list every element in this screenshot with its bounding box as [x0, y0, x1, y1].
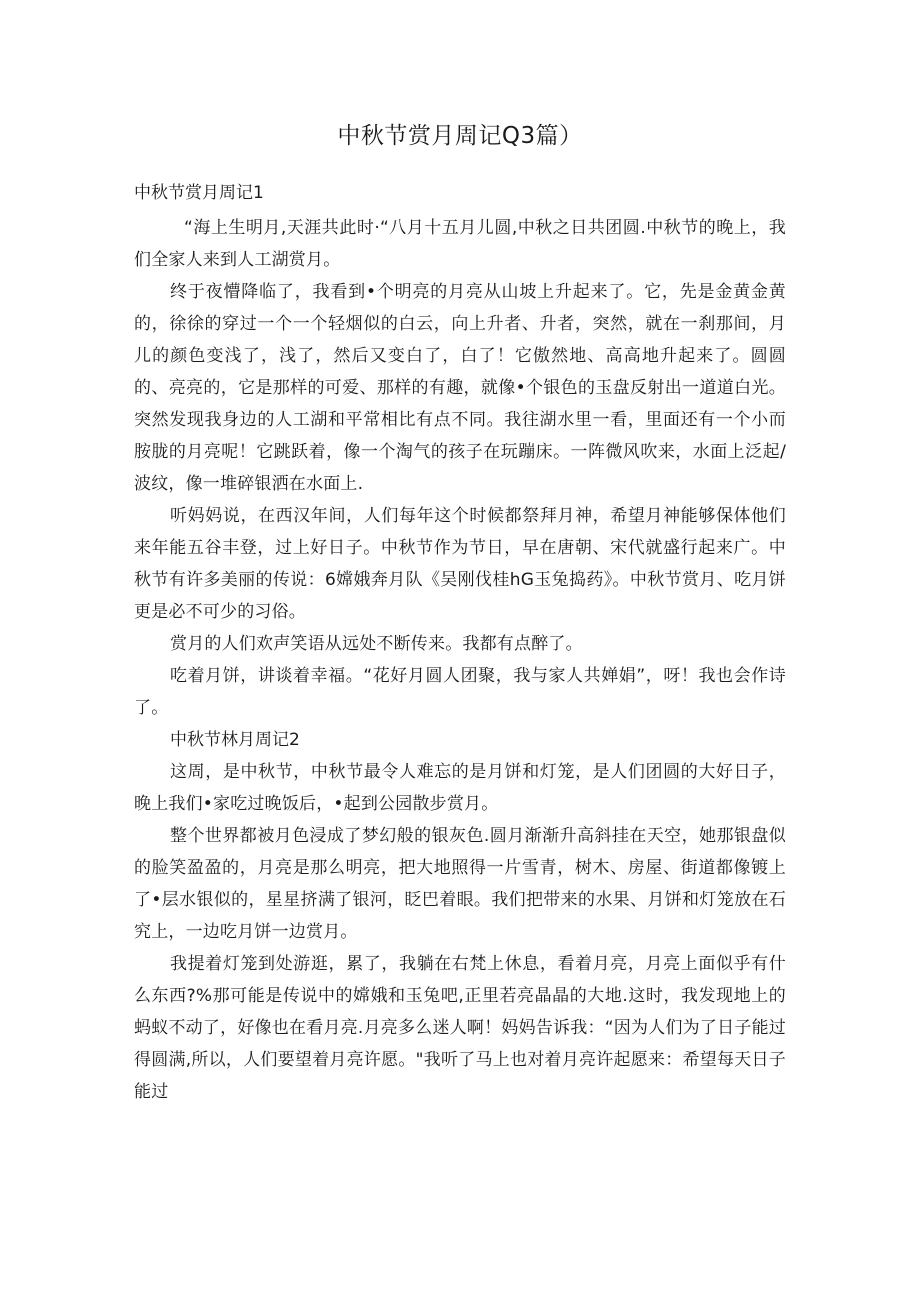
- paragraph-1: “海上生明月,天涯共此时·“八月十五月儿圆,中秋之日共团圆.中秋节的晚上，我们全家人来到人工湖赏月。: [134, 218, 786, 270]
- paragraph-8: 我提着灯笼到处游逛，累了，我躺在右梵上休息，看着月亮，月亮上面似乎有什么东西?%那可能是传说中的嫦娥和玉兔吧,正里若亮晶晶的大地.这时，我发现地上的蚂蚁不动了，好像也在看月亮.月亮多么迷人啊！妈妈告诉我：“因为人们为了日子能过得圆满,所以，人们要望着月亮许愿。"我听了马上也对着月亮许起愿来：希望每天日子能过: [134, 954, 786, 1102]
- paragraph-2: 终于夜懵降临了，我看到•个明亮的月亮从山坡上升起来了。它，先是金黄金黄的，徐徐的穿过一个一个轻烟似的白云，向上升者、升者，突然，就在一刹那间，月儿的颜色变浅了，浅了，然后又变白了，白了！它傲然地、高高地升起来了。圆圆的、亮亮的，它是那样的可爱、那样的有趣，就像•个银色的玉盘反射出一道道白光。突然发现我身边的人工湖和平常相比有点不同。我往湖水里一看，里面还有一个小而胺胧的月亮呢！它跳跃着，像一个淘气的孩子在玩蹦床。一阵微风吹来，水面上泛起/波纹，像一堆碎银洒在水面上.: [134, 282, 786, 494]
- paragraph-5: 吃着月饼，讲谈着幸福。“花好月圆人团聚，我与家人共婵娟”，呀！我也会作诗了。: [134, 666, 786, 718]
- section-2-heading: 中秋节林月周记2: [170, 730, 300, 750]
- paragraph-3: 听妈妈说，在西汉年间，人们每年这个时候都祭拜月神，希望月神能够保体他们来年能五谷丰登，过上好日子。中秋节作为节日，早在唐朝、宋代就盛行起来广。中秋节有许多美丽的传说：6嫦娥奔月队《吴刚伐桂hG玉兔捣药》。中秋节赏月、吃月饼更是必不可少的习俗。: [134, 506, 786, 622]
- section-1-heading: 中秋节赏月周记1: [134, 183, 264, 203]
- page-title: 中秋节赏月周记Q3篇）: [337, 123, 583, 149]
- paragraph-7: 整个世界都被月色浸成了梦幻般的银灰色.圆月渐渐升高斜挂在天空，她那银盘似的脸笑盈盈的，月亮是那么明亮，把大地照得一片雪青，树木、房屋、街道都像镀上了•层水银似的，星星挤满了银河，眨巴着眼。我们把带来的水果、月饼和灯笼放在石究上，一边吃月饼一边赏月。: [134, 826, 786, 942]
- paragraph-4: 赏月的人们欢声笑语从远处不断传来。我都有点醉了。: [170, 634, 583, 654]
- paragraph-6: 这周，是中秋节，中秋节最令人难忘的是月饼和灯笼，是人们团圆的大好日子，晚上我们•家吃过晚饭后，•起到公园散步赏月。: [134, 762, 786, 814]
- document-body: [134, 212, 786, 1108]
